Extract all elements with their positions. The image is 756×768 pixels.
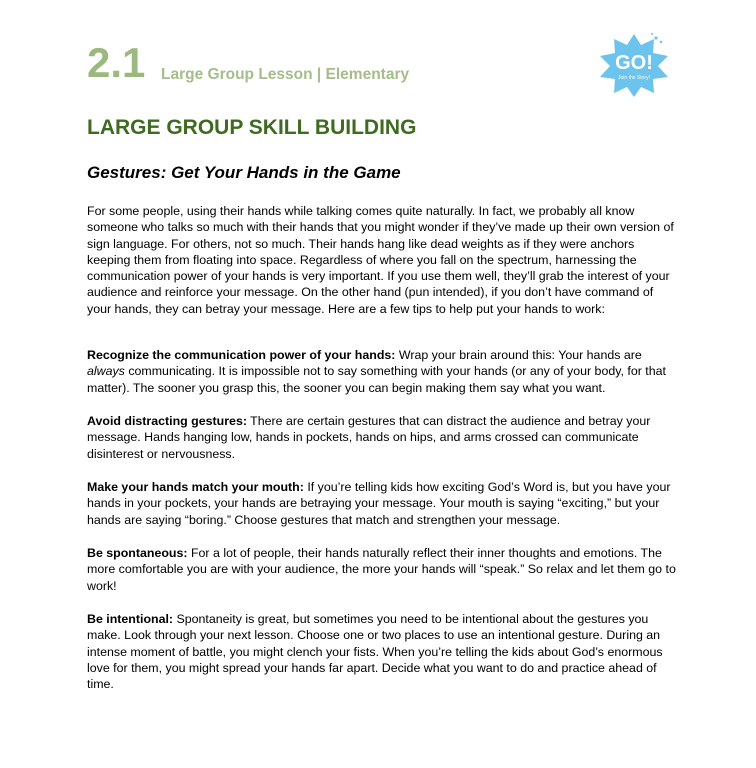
tip-lead: Be intentional: <box>87 612 174 626</box>
go-logo <box>598 32 670 98</box>
tip-lead: Be spontaneous: <box>87 546 188 560</box>
tip-paragraph <box>87 413 677 462</box>
logo-text: GO! <box>615 52 653 74</box>
lesson-subtitle: Large Group Lesson | Elementary <box>161 66 410 83</box>
tip-text: communicating. It is impossible not to say something with your hands (or any of your body, for that matter). The sooner you grasp this, the sooner you can begin making them say what you want. <box>87 364 666 395</box>
tip-lead: Recognize the communication power of your hands: <box>87 348 396 362</box>
tip-text: There are certain gestures that can distract the audience and betray your message. Hands hanging low, hands in pockets, hands on hips, and arms crossed can communicate disinterest or nervousness. <box>87 414 651 461</box>
section-heading: LARGE GROUP SKILL BUILDING <box>87 116 417 139</box>
go-logo-icon <box>598 32 670 98</box>
tip-paragraph <box>87 611 677 692</box>
tip-paragraph <box>87 479 677 528</box>
subheading: Gestures: Get Your Hands in the Game <box>87 163 401 182</box>
tip-lead: Make your hands match your mouth: <box>87 480 304 494</box>
tip-text: Wrap your brain around this: Your hands are <box>395 348 642 362</box>
tip-paragraph <box>87 347 677 396</box>
logo-tagline: Join the Story! <box>618 75 650 81</box>
page-header <box>87 38 607 88</box>
lesson-number: 2.1 <box>87 39 146 86</box>
tip-lead: Avoid distracting gestures: <box>87 414 247 428</box>
intro-paragraph: For some people, using their hands while talking comes quite naturally. In fact, we probably all know someone who talks so much with their hands that you might wonder if they’ve made up their own version of sign language. For others, not so much. Their hands hang like dead weights as if they were anchors keeping them from floating into space. Regardless of where you fall on the spectrum, harnessing the communication power of your hands is very important. If you use them well, they’ll grab the interest of your audience and reinforce your message. On the other hand (pun intended), if you don’t have command of your hands, they can betray your message. Here are a few tips to help put your hands to work: <box>87 204 674 316</box>
tip-text: For a lot of people, their hands naturally reflect their inner thoughts and emotions. The more comfortable you are with your audience, the more your hands will “speak.” So relax and let them go to work! <box>87 546 676 593</box>
tip-text: If you’re telling kids how exciting God’s Word is, but you have your hands in your pockets, your hands are betraying your message. Your mouth is saying “exciting,” but your hands are saying “boring.” Choose gestures that match and strengthen your message. <box>87 480 671 527</box>
tip-paragraph <box>87 545 677 594</box>
tip-text: Spontaneity is great, but sometimes you need to be intentional about the gestures you make. Look through your next lesson. Choose one or two places to use an intentional gesture. During an intense moment of battle, you might clench your fists. When you’re telling the kids about God’s enormous love for them, you might spread your hands far apart. Decide what you want to do and practice ahead of time. <box>87 612 663 692</box>
tip-emphasis: always <box>87 364 125 379</box>
